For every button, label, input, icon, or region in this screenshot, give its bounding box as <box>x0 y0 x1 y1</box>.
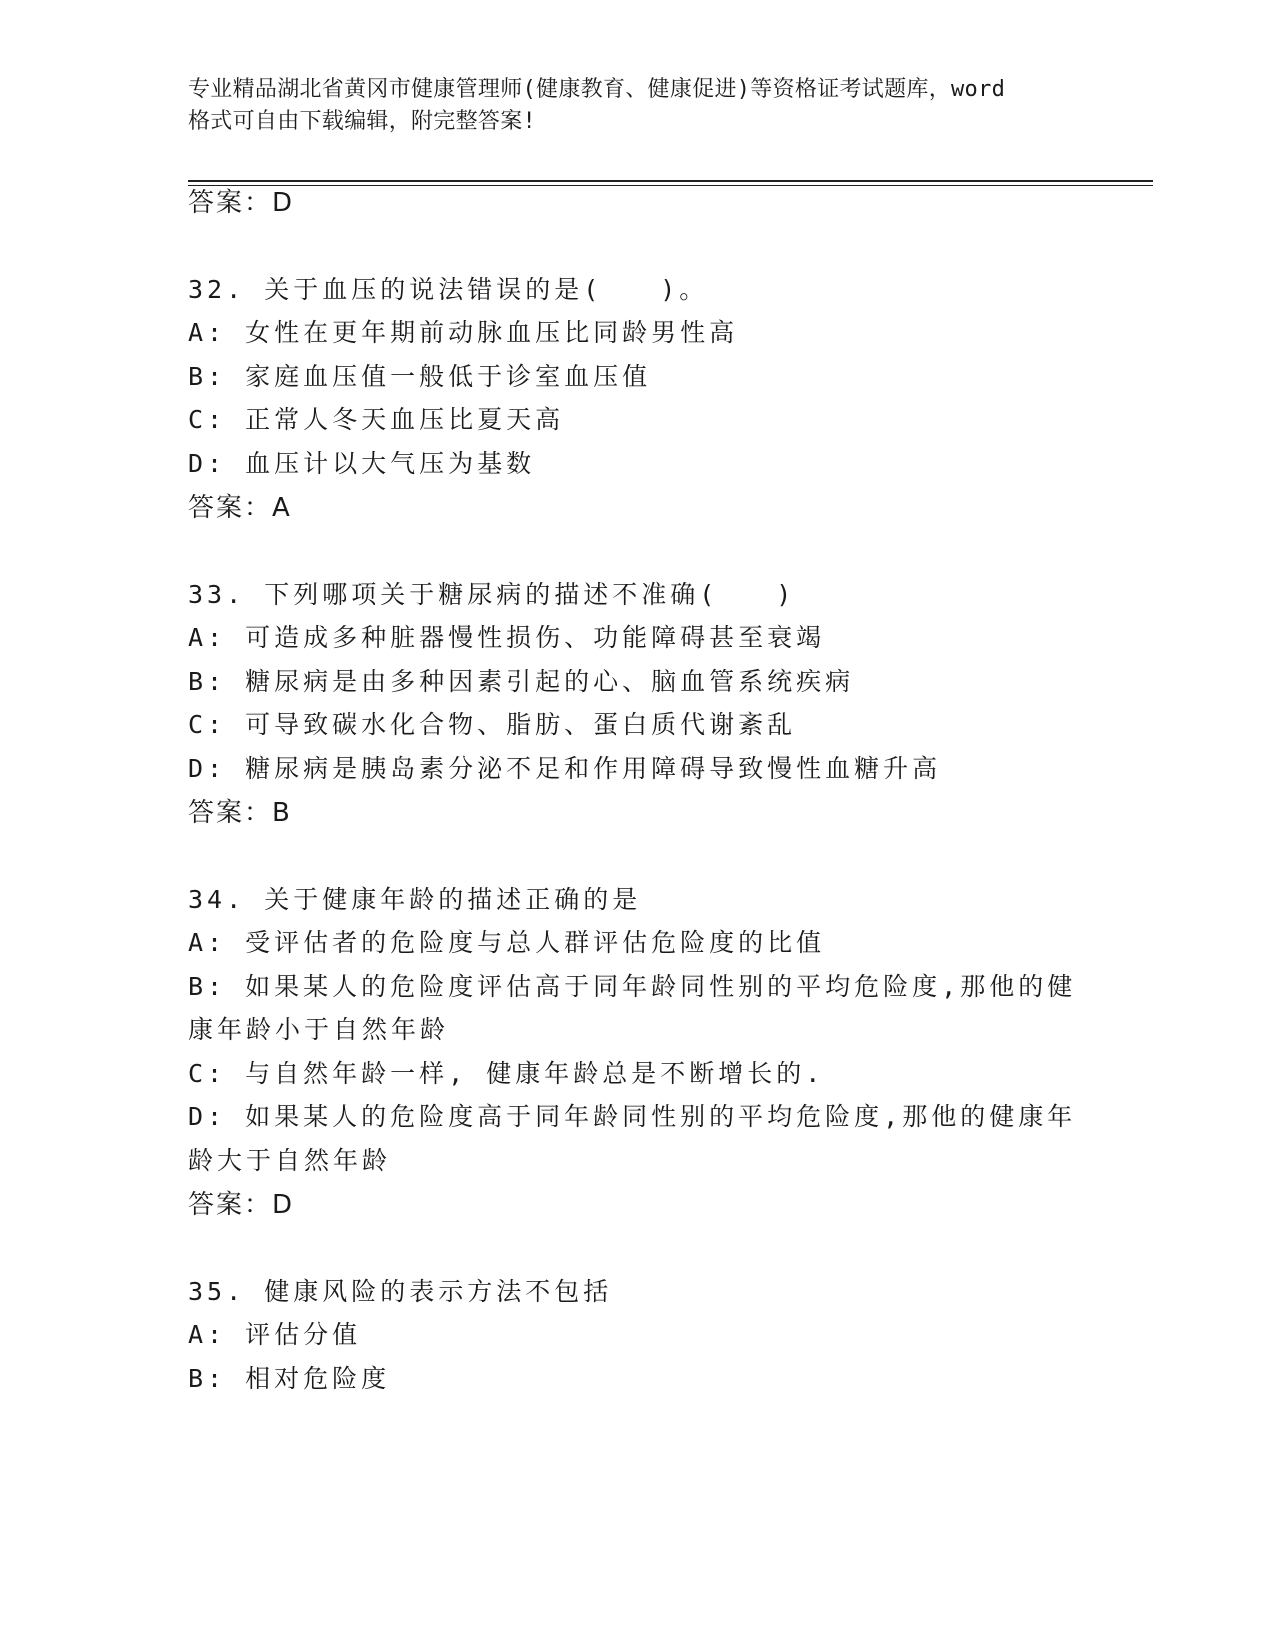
question-34-answer: 答案：D <box>188 1190 295 1220</box>
question-32-stem: 32. 关于血压的说法错误的是( )。 <box>188 275 709 304</box>
question-34-option-d: D: 如果某人的危险度高于同年龄同性别的平均危险度,那他的健康年 <box>188 1102 1077 1131</box>
header-line-1: 专业精品湖北省黄冈市健康管理师(健康教育、健康促进)等资格证考试题库，word <box>188 77 1006 102</box>
question-32-answer: 答案：A <box>188 493 292 523</box>
question-33-stem: 33. 下列哪项关于糖尿病的描述不准确( ) <box>188 580 796 609</box>
question-33-option-d: D: 糖尿病是胰岛素分泌不足和作用障碍导致慢性血糖升高 <box>188 754 942 783</box>
question-34-stem: 34. 关于健康年龄的描述正确的是 <box>188 885 642 914</box>
question-34-option-b-cont: 康年龄小于自然年龄 <box>188 1015 450 1044</box>
question-33-option-a: A: 可造成多种脏器慢性损伤、功能障碍甚至衰竭 <box>188 623 826 652</box>
question-34-option-b: B: 如果某人的危险度评估高于同年龄同性别的平均危险度,那他的健 <box>188 972 1077 1001</box>
question-33-answer: 答案：B <box>188 798 292 828</box>
header-divider-thin <box>188 185 1153 186</box>
question-32-option-c: C: 正常人冬天血压比夏天高 <box>188 405 565 434</box>
question-32-option-a: A: 女性在更年期前动脉血压比同龄男性高 <box>188 318 739 347</box>
question-34-option-d-cont: 龄大于自然年龄 <box>188 1146 392 1175</box>
question-35-stem: 35. 健康风险的表示方法不包括 <box>188 1277 613 1306</box>
question-33-option-b: B: 糖尿病是由多种因素引起的心、脑血管系统疾病 <box>188 667 855 696</box>
page-header <box>188 74 1088 138</box>
question-32-option-d: D: 血压计以大气压为基数 <box>188 449 536 478</box>
question-35-option-a: A: 评估分值 <box>188 1320 362 1349</box>
question-32-option-b: B: 家庭血压值一般低于诊室血压值 <box>188 362 652 391</box>
header-line-2: 格式可自由下载编辑，附完整答案! <box>188 109 537 134</box>
question-34-option-c: C: 与自然年龄一样, 健康年龄总是不断增长的. <box>188 1059 825 1088</box>
question-34-option-a: A: 受评估者的危险度与总人群评估危险度的比值 <box>188 928 826 957</box>
question-35-option-b: B: 相对危险度 <box>188 1364 391 1393</box>
answer-prev: 答案：D <box>188 188 295 218</box>
header-divider-thick <box>188 180 1153 182</box>
question-33-option-c: C: 可导致碳水化合物、脂肪、蛋白质代谢紊乱 <box>188 710 797 739</box>
